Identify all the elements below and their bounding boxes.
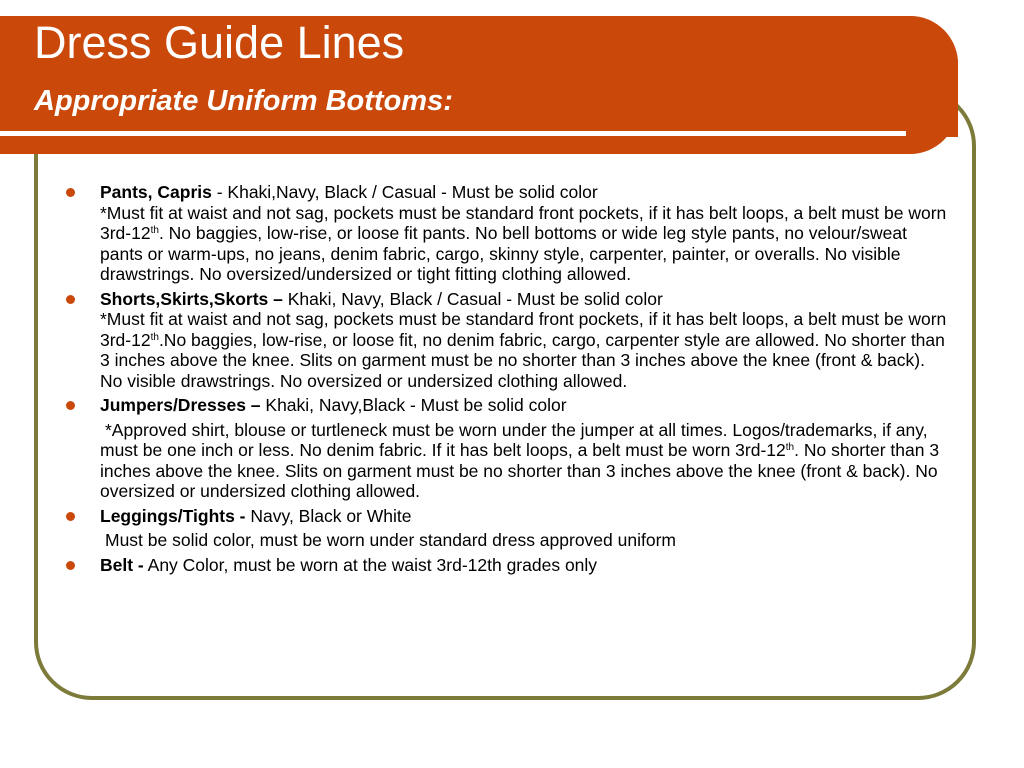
item-text: Navy, Black or White (245, 505, 412, 526)
list-item-pants-capris (62, 182, 948, 285)
item-label: Leggings/Tights - (100, 505, 246, 526)
item-label: Belt - (100, 554, 144, 575)
title-underline (0, 131, 906, 136)
bullet-icon (66, 188, 75, 197)
list-item-shorts-skirts-skorts (62, 289, 948, 392)
bullet-icon (66, 401, 75, 410)
details-text-continued: .No baggies, low-rise, or loose fit, no denim fabric, cargo, carpenter style are allowed. No shorter than 3 inches above the knee. Slits on garment must be no shorter than 3 inches above the knee (front & back). No visible drawstrings. No oversized or undersized clothing allowed. (100, 329, 945, 391)
details-text-continued: . No shorter than 3 inches above the knee. Slits on garment must be no shorter than 3 inches above the knee (front & back). No oversized or undersized clothing allowed. (100, 440, 940, 501)
details-text: *Must fit at waist and not sag, pockets must be standard front pockets, if it has belt loops, a belt must be worn 3rd-12 (100, 202, 947, 243)
slide-title: Dress Guide Lines (34, 17, 405, 68)
item-details (100, 309, 948, 391)
details-text-continued: . No baggies, low-rise, or loose fit pants. No bell bottoms or wide leg style pants, no velour/sweat pants or warm-ups, no jeans, denim fabric, cargo, skinny style, carpenter, painter, or overalls. No visible drawstrings. No oversized/undersized or tight fitting clothing allowed. (100, 223, 907, 284)
list-item-leggings-tights (62, 506, 948, 551)
item-text: Khaki, Navy, Black / Casual - Must be solid color (282, 288, 663, 309)
superscript: th (785, 442, 795, 453)
item-details (100, 420, 948, 502)
slide-subtitle: Appropriate Uniform Bottoms: (34, 85, 453, 117)
details-text: *Approved shirt, blouse or turtleneck must be worn under the jumper at all times. Logos/trademarks, if any, must be one inch or less. No denim fabric. If it has belt loops, a belt must be worn 3rd-12 (100, 419, 928, 460)
bullet-icon (66, 512, 75, 521)
list-item-belt (62, 555, 948, 576)
item-details (100, 203, 948, 285)
item-text: Khaki, Navy,Black - Must be solid color (260, 395, 567, 415)
superscript: th (150, 225, 159, 236)
item-text: - Khaki,Navy, Black / Casual - Must be solid color (211, 182, 598, 202)
details-text: *Must fit at waist and not sag, pockets must be standard front pockets, if it has belt loops, a belt must be worn 3rd-12 (100, 309, 947, 350)
item-label: Shorts,Skirts,Skorts – (100, 288, 283, 309)
guideline-list (62, 182, 948, 579)
item-label: Pants, Capris (100, 182, 212, 202)
bullet-icon (66, 561, 75, 570)
bullet-icon (66, 295, 75, 304)
superscript: th (150, 331, 159, 343)
list-item-jumpers-dresses (62, 395, 948, 502)
item-text: Any Color, must be worn at the waist 3rd-12th grades only (143, 554, 598, 575)
item-details: Must be solid color, must be worn under standard dress approved uniform (105, 530, 676, 550)
item-label: Jumpers/Dresses – (100, 395, 261, 415)
